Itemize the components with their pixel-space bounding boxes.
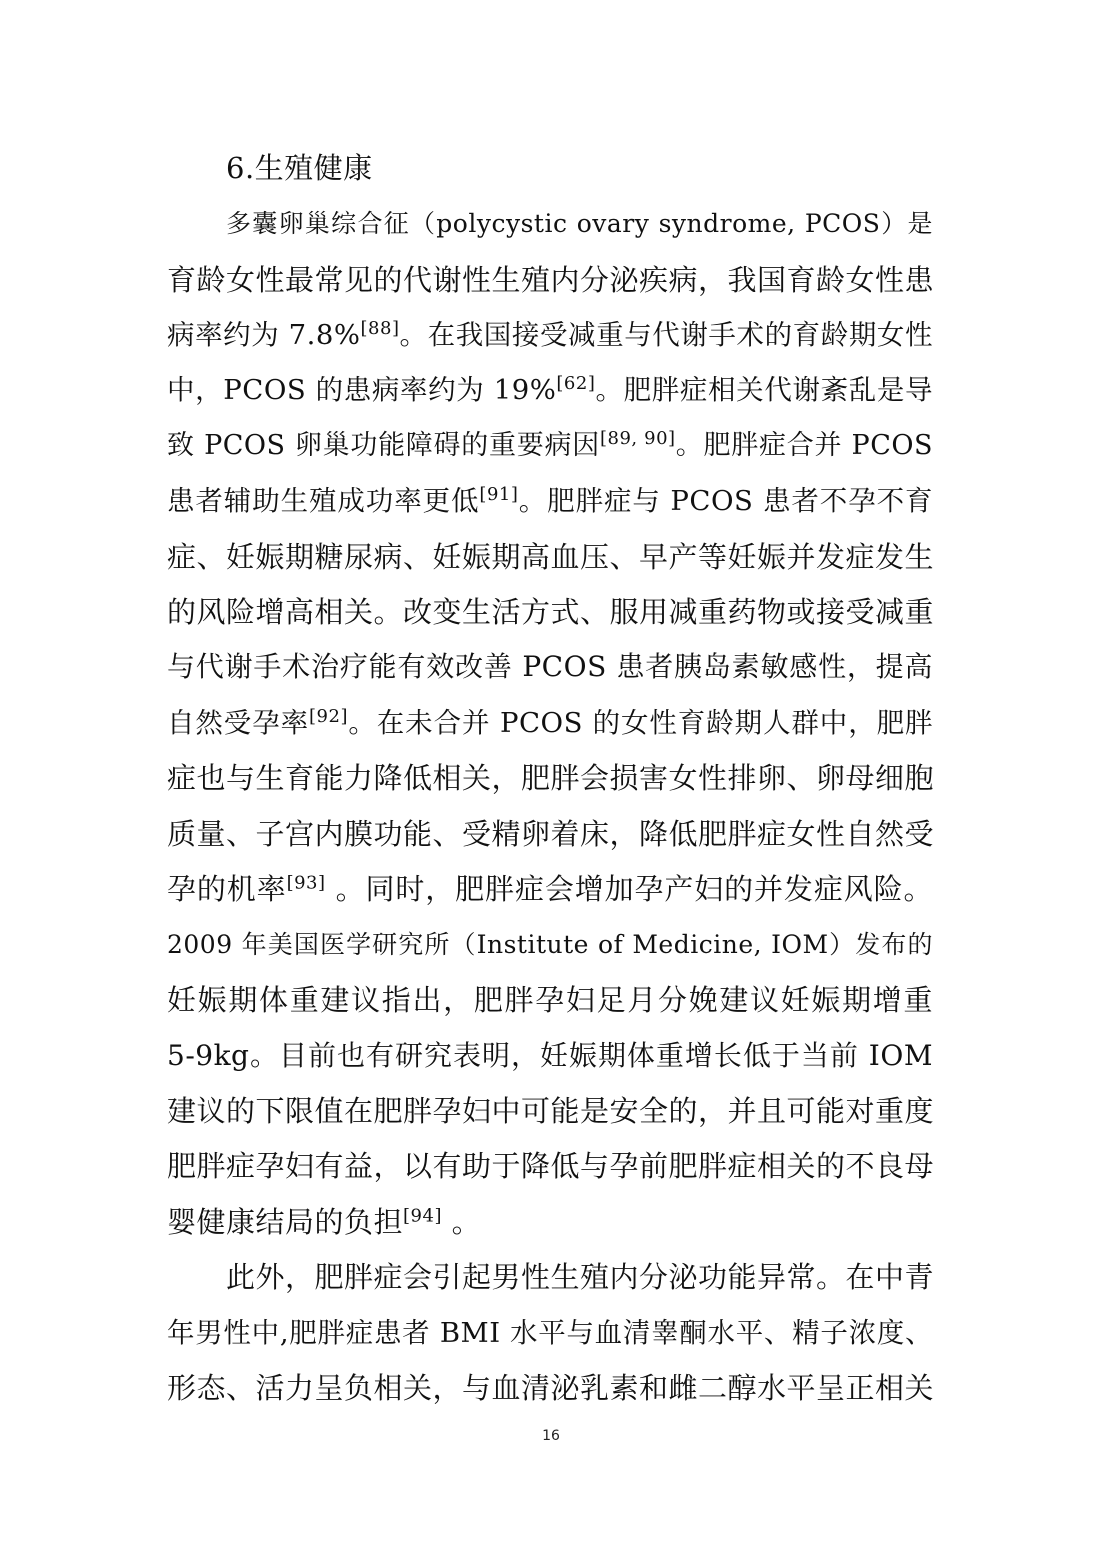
citation-marker: [89, 90]	[600, 428, 676, 449]
citation-marker: [62]	[556, 372, 596, 394]
paragraph-1-line-5: 致 PCOS 卵巢功能障碍的重要病因[89, 90]。肥胖症合并 PCOS	[167, 428, 934, 461]
citation-marker: [91]	[479, 483, 519, 505]
citation-marker: [93]	[286, 872, 326, 894]
paragraph-2-line-1: 此外，肥胖症会引起男性生殖内分泌功能异常。在中青	[226, 1260, 935, 1294]
paragraph-1-line-19: 婴健康结局的负担[94] 。	[167, 1205, 482, 1239]
page-number: 16	[542, 1428, 560, 1444]
paragraph-1-line-7: 症、妊娠期糖尿病、妊娠期高血压、早产等妊娠并发症发生	[167, 540, 935, 574]
paragraph-1-line-17: 建议的下限值在肥胖孕妇中可能是安全的，并且可能对重度	[167, 1094, 935, 1128]
paragraph-1-line-13: 孕的机率[93] 。同时，肥胖症会增加孕产妇的并发症风险。	[167, 872, 933, 906]
paragraph-1-line-11: 症也与生育能力降低相关，肥胖会损害女性排卵、卵母细胞	[167, 761, 935, 795]
citation-marker: [94]	[403, 1205, 442, 1227]
paragraph-1-line-4: 中，PCOS 的患病率约为 19%[62]。肥胖症相关代谢紊乱是导	[167, 372, 933, 406]
paragraph-1-line-8: 的风险增高相关。改变生活方式、服用减重药物或接受减重	[167, 595, 935, 629]
citation-marker: [88]	[360, 317, 400, 339]
section-heading: 6.生殖健康	[226, 151, 373, 185]
paragraph-1-line-12: 质量、子宫内膜功能、受精卵着床，降低肥胖症女性自然受	[167, 817, 935, 851]
paragraph-1-line-14: 2009 年美国医学研究所（Institute of Medicine, IOM）发布的	[167, 930, 933, 959]
paragraph-2-line-3: 形态、活力呈负相关，与血清泌乳素和雌二醇水平呈正相关	[167, 1371, 935, 1405]
paragraph-1-line-1: 多囊卵巢综合征（polycystic ovary syndrome, PCOS）是	[226, 209, 933, 238]
paragraph-1-line-18: 肥胖症孕妇有益，以有助于降低与孕前肥胖症相关的不良母	[167, 1149, 935, 1183]
citation-marker: [92]	[309, 705, 348, 727]
paragraph-1-line-15: 妊娠期体重建议指出，肥胖孕妇足月分娩建议妊娠期增重	[167, 983, 933, 1017]
paragraph-1-line-10: 自然受孕率[92]。在未合并 PCOS 的女性育龄期人群中，肥胖	[167, 705, 933, 739]
paragraph-1-line-6: 患者辅助生殖成功率更低[91]。肥胖症与 PCOS 患者不孕不育	[167, 483, 933, 517]
paragraph-1-line-16: 5-9kg。目前也有研究表明，妊娠期体重增长低于当前 IOM	[167, 1039, 933, 1072]
paragraph-2-line-2: 年男性中,肥胖症患者 BMI 水平与血清睾酮水平、精子浓度、	[167, 1317, 933, 1349]
paragraph-1-line-3: 病率约为 7.8%[88]。在我国接受减重与代谢手术的育龄期女性	[167, 317, 934, 351]
paragraph-1-line-2: 育龄女性最常见的代谢性生殖内分泌疾病，我国育龄女性患	[167, 263, 935, 297]
paragraph-1-line-9: 与代谢手术治疗能有效改善 PCOS 患者胰岛素敏感性，提高	[167, 650, 933, 683]
